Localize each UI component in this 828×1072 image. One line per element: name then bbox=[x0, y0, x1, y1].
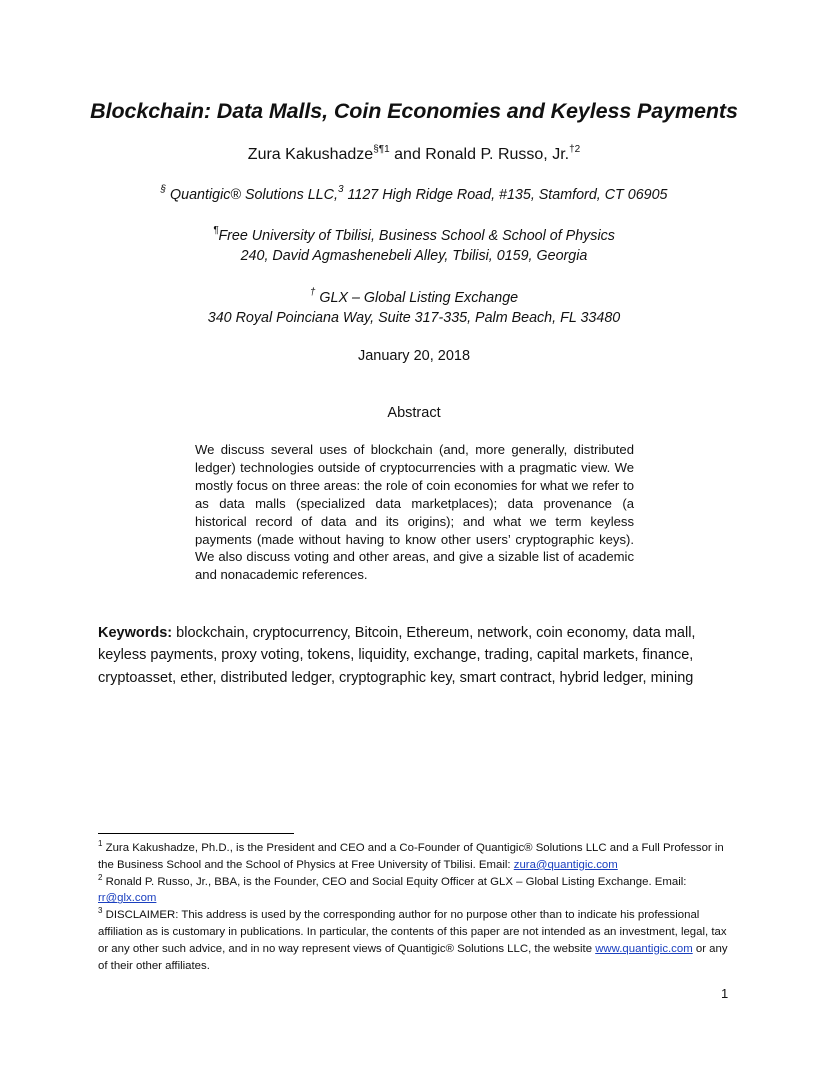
affiliation-2-line-1: Free University of Tbilisi, Business School & School of Physics bbox=[218, 228, 615, 244]
author-line bbox=[0, 146, 828, 164]
footnote-3-website-link[interactable]: www.quantigic.com bbox=[595, 942, 693, 955]
affiliation-3 bbox=[0, 288, 828, 328]
footnote-2-text: Ronald P. Russo, Jr., BBA, is the Founder, CEO and Social Equity Officer at GLX – Global Listing Exchange. Email: bbox=[102, 875, 687, 888]
keywords bbox=[98, 622, 738, 689]
affiliation-3-line-2: 340 Royal Poinciana Way, Suite 317-335, Palm Beach, FL 33480 bbox=[207, 310, 621, 326]
affiliation-2-mark: ¶ bbox=[213, 225, 219, 236]
footnote-1-mark: 1 bbox=[98, 839, 103, 848]
footnote-3-text: DISCLAIMER: This address is used by the corresponding author for no purpose other than to indicate his professional affiliation as is customary in publications. In particular, the contents of this paper are not intended as an investment, legal, tax or any other such advice, and in no way represent views of Quantigic® Solutions LLC, the website bbox=[98, 909, 727, 955]
affiliation-2 bbox=[0, 226, 828, 266]
footnote-1 bbox=[98, 840, 738, 874]
paper-title: Blockchain: Data Malls, Coin Economies and Keyless Payments bbox=[90, 99, 738, 123]
abstract-heading: Abstract bbox=[387, 405, 441, 421]
keywords-list: blockchain, cryptocurrency, Bitcoin, Ethereum, network, coin economy, data mall, keyless payments, proxy voting, tokens, liquidity, exchange, trading, capital markets, finance, cryptoasset, ether, distributed ledger, cryptographic key, smart contract, hybrid ledger, mining bbox=[98, 625, 696, 686]
affiliation-1-mark: § bbox=[160, 184, 167, 195]
affiliation-1-address: 1127 High Ridge Road, #135, Stamford, CT 06905 bbox=[343, 187, 668, 203]
footnote-2-email-link[interactable]: rr@glx.com bbox=[98, 892, 157, 905]
author-connector: and bbox=[389, 146, 426, 163]
publication-date: January 20, 2018 bbox=[357, 348, 471, 364]
author-1-name: Zura Kakushadze bbox=[247, 146, 374, 163]
abstract-text: We discuss several uses of blockchain (and, more generally, distributed ledger) technologies outside of cryptocurrencies with a pragmatic view. We mostly focus on three areas: the role of coin economies for what we refer to as data malls (specialized data marketplaces); data provenance (a historical record of data and its origins); and what we term keyless payments (made without having to know other users’ cryptographic keys). We also discuss voting and other areas, and give a sizable list of academic and nonacademic references. bbox=[195, 442, 634, 583]
footnote-1-text: Zura Kakushadze, Ph.D., is the President and CEO and a Co-Founder of Quantigic® Solutions LLC and a Full Professor in the Business School and the School of Physics at Free University of Tbilisi. Email: bbox=[98, 842, 724, 871]
footnote-2-mark: 2 bbox=[98, 872, 103, 882]
footnotes bbox=[98, 840, 738, 974]
author-2-marks: †2 bbox=[569, 144, 581, 155]
footnote-divider bbox=[98, 833, 294, 834]
footnote-1-email-link[interactable]: zura@quantigic.com bbox=[513, 858, 618, 871]
footnote-3 bbox=[98, 907, 738, 974]
affiliation-1 bbox=[0, 185, 828, 205]
keywords-label: Keywords: bbox=[98, 625, 173, 641]
affiliation-3-line-1: GLX – Global Listing Exchange bbox=[315, 290, 519, 306]
affiliation-1-footnote-ref: 3 bbox=[337, 184, 344, 195]
affiliation-2-line-2: 240, David Agmashenebeli Alley, Tbilisi, 0159, Georgia bbox=[240, 248, 588, 264]
affiliation-1-text: Quantigic® Solutions LLC, bbox=[166, 187, 338, 203]
affiliation-3-mark: † bbox=[309, 287, 316, 298]
author-2-name: Ronald P. Russo, Jr. bbox=[425, 146, 570, 163]
author-1-marks: §¶1 bbox=[373, 144, 390, 155]
footnote-3-mark: 3 bbox=[98, 906, 103, 916]
footnote-2 bbox=[98, 874, 738, 908]
page-number: 1 bbox=[721, 986, 729, 1001]
footnote-3-text-end: or any of their other affiliates. bbox=[98, 942, 728, 972]
